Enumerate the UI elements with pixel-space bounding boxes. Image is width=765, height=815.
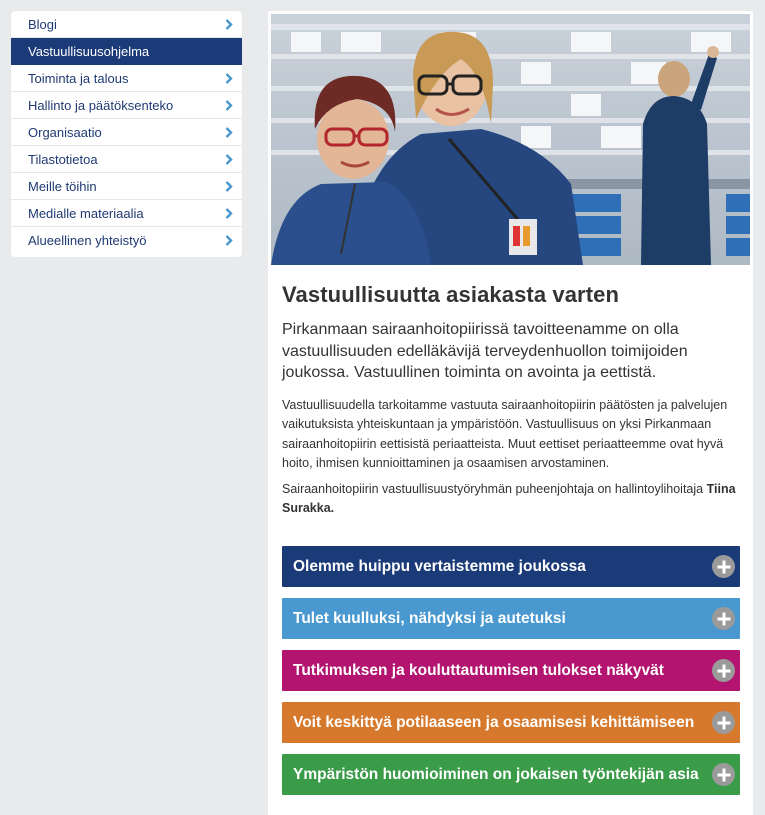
sidebar-item-label: Vastuullisuusohjelma <box>28 43 150 59</box>
accordion-title: Voit keskittyä potilaaseen ja osaamisesi kehittämiseen <box>293 713 695 731</box>
chevron-right-icon <box>224 72 234 84</box>
sidebar-item-blogi[interactable] <box>11 11 242 38</box>
accordion-title: Ympäristön huomioiminen on jokaisen työntekijän asia <box>293 765 699 783</box>
chevron-right-icon <box>224 153 234 165</box>
sidebar-item-vastuullisuusohjelma[interactable] <box>11 38 242 65</box>
article <box>282 281 740 519</box>
accordion-title: Tutkimuksen ja kouluttautumisen tulokset näkyvät <box>293 661 664 679</box>
sidebar-item-organisaatio[interactable] <box>11 119 242 146</box>
chevron-right-icon <box>224 99 234 111</box>
sidebar-item-medialle-materiaalia[interactable] <box>11 200 242 227</box>
chevron-right-icon <box>224 18 234 30</box>
chevron-right-icon <box>224 235 234 247</box>
sidebar-item-alueellinen-yhteistyo[interactable] <box>11 227 242 254</box>
sidebar-item-label: Meille töihin <box>28 178 97 194</box>
sidebar-item-label: Hallinto ja päätöksenteko <box>28 97 174 113</box>
accordion-item-2[interactable] <box>282 598 740 639</box>
sidebar-item-label: Tilastotietoa <box>28 151 98 167</box>
plus-icon[interactable] <box>712 607 735 630</box>
sidebar-nav <box>11 11 242 257</box>
plus-icon[interactable] <box>712 659 735 682</box>
chevron-right-icon <box>224 180 234 192</box>
accordion-item-3[interactable] <box>282 650 740 691</box>
body-paragraph: Vastuullisuudella tarkoitamme vastuuta sairaanhoitopiirin päätösten ja palvelujen vaikutuksista yhteiskuntaan ja ympäristöön. Vastuullisuus on yksi Pirkanmaan sairaanhoitopiirin eettisistä periaatteista. Muut eettiset periaatteemme ovat hyvä hoito, ihmisen kunnioittaminen ja osaamisen arvostaminen. <box>282 397 728 470</box>
sidebar-item-label: Toiminta ja talous <box>28 70 129 86</box>
plus-icon[interactable] <box>712 763 735 786</box>
accordion-title: Tulet kuulluksi, nähdyksi ja autetuksi <box>293 609 566 627</box>
sidebar-item-label: Organisaatio <box>28 124 102 140</box>
chair-text: Sairaanhoitopiirin vastuullisuustyöryhmän puheenjohtaja on hallintoylihoitaja <box>282 481 704 496</box>
accordion-item-4[interactable] <box>282 702 740 743</box>
plus-icon[interactable] <box>712 555 735 578</box>
main-content <box>268 11 753 815</box>
page-title: Vastuullisuutta asiakasta varten <box>282 282 620 307</box>
hero-photo <box>271 14 750 265</box>
sidebar-item-label: Blogi <box>28 16 57 32</box>
accordion-item-5[interactable] <box>282 754 740 795</box>
accordion-title: Olemme huippu vertaistemme joukossa <box>293 557 586 575</box>
chevron-right-icon <box>224 126 234 138</box>
sidebar-item-tilastotietoa[interactable] <box>11 146 242 173</box>
sidebar-item-label: Alueellinen yhteistyö <box>28 233 147 248</box>
lead-paragraph: Pirkanmaan sairaanhoitopiirissä tavoitteenamme on olla vastuullisuuden edelläkävijä terveydenhuollon toimijoiden joukossa. Vastuullinen toiminta on avointa ja eettistä. <box>282 321 688 381</box>
sidebar-item-toiminta-ja-talous[interactable] <box>11 65 242 92</box>
chevron-right-icon <box>224 207 234 219</box>
chair-name: Tiina Surakka. <box>282 481 736 515</box>
plus-icon[interactable] <box>712 711 735 734</box>
sidebar-item-hallinto[interactable] <box>11 92 242 119</box>
sidebar-item-meille-toihin[interactable] <box>11 173 242 200</box>
accordion-item-1[interactable] <box>282 546 740 587</box>
nurses-photo-illustration <box>271 14 750 265</box>
sidebar-item-label: Medialle materiaalia <box>28 205 144 221</box>
chair-paragraph <box>282 480 740 519</box>
